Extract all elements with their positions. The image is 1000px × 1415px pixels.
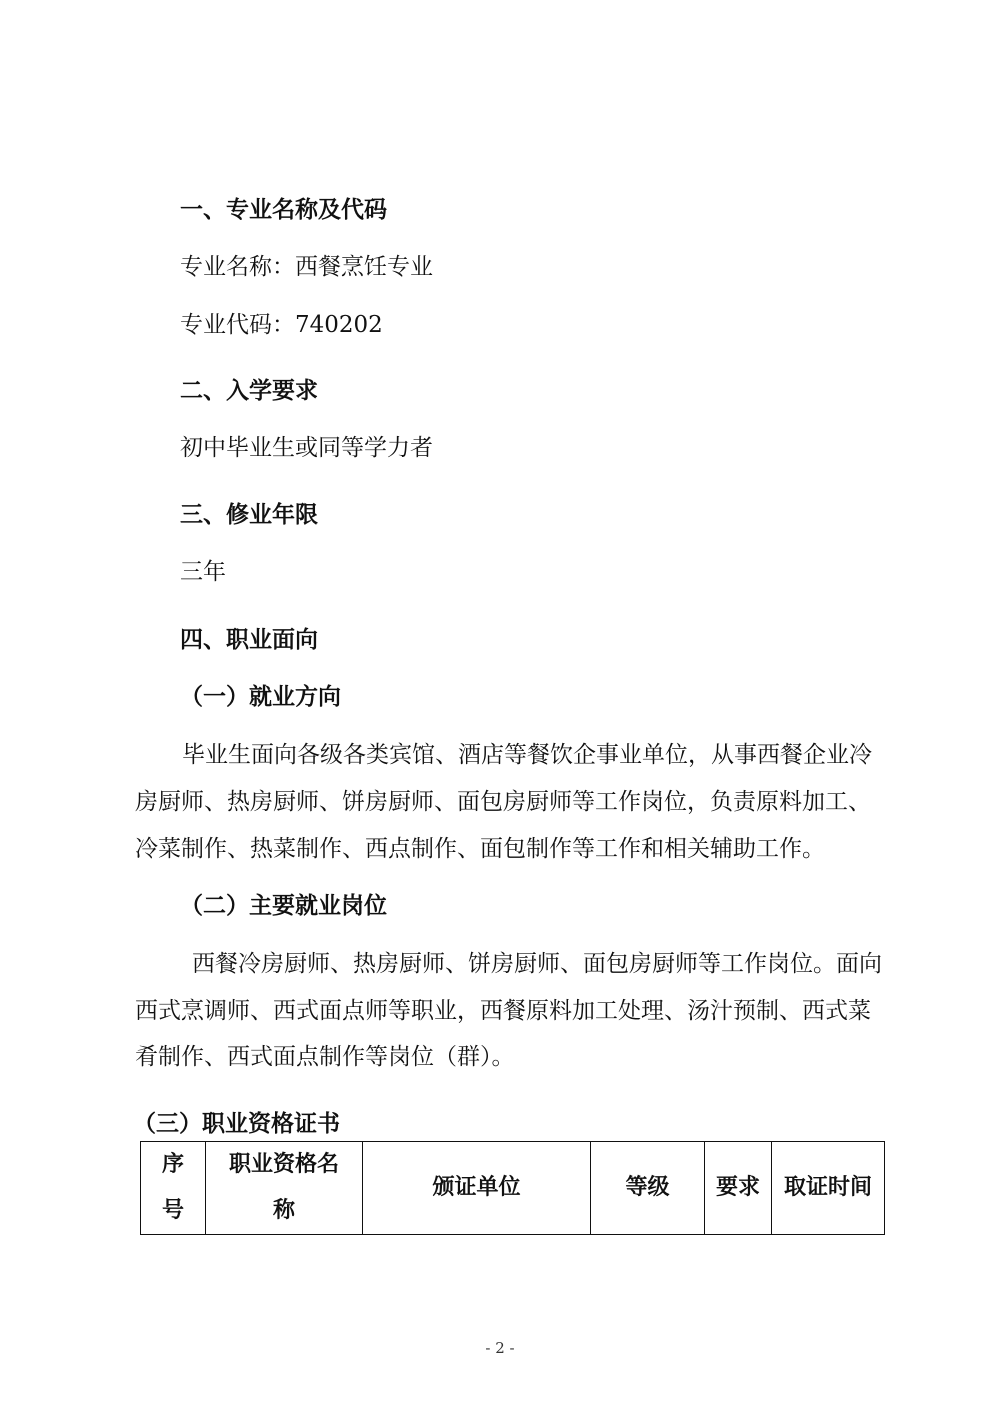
section4-heading: 四、职业面向 <box>180 627 318 653</box>
main-positions-heading: （二）主要就业岗位 <box>180 893 387 919</box>
main-positions-line-1: 西餐冷房厨师、热房厨师、饼房厨师、面包房厨师等工作岗位。面向 <box>192 951 882 977</box>
admission-requirement: 初中毕业生或同等学力者 <box>180 435 433 461</box>
header-seq: 序 号 <box>141 1142 206 1235</box>
certificates-table <box>140 1141 885 1235</box>
study-duration: 三年 <box>180 559 226 585</box>
header-cert-name: 职业资格名 称 <box>206 1142 363 1235</box>
header-requirement: 要求 <box>705 1142 772 1235</box>
main-positions-line-2: 西式烹调师、西式面点师等职业，西餐原料加工处理、汤汁预制、西式菜 <box>135 998 871 1024</box>
employment-direction-heading: （一）就业方向 <box>180 684 341 710</box>
header-issuer: 颁证单位 <box>363 1142 591 1235</box>
certificates-heading: （三）职业资格证书 <box>133 1111 340 1137</box>
section3-heading: 三、修业年限 <box>180 502 318 528</box>
header-time: 取证时间 <box>772 1142 885 1235</box>
header-level: 等级 <box>591 1142 705 1235</box>
main-positions-line-3: 肴制作、西式面点制作等岗位（群）。 <box>135 1044 515 1070</box>
major-code: 专业代码：740202 <box>180 312 383 338</box>
table-header-row <box>141 1142 885 1235</box>
major-name: 专业名称：西餐烹饪专业 <box>180 254 433 280</box>
employment-direction-line-1: 毕业生面向各级各类宾馆、酒店等餐饮企事业单位，从事西餐企业冷 <box>182 742 872 768</box>
employment-direction-line-2: 房厨师、热房厨师、饼房厨师、面包房厨师等工作岗位，负责原料加工、 <box>135 789 871 815</box>
section2-heading: 二、入学要求 <box>180 378 318 404</box>
employment-direction-line-3: 冷菜制作、热菜制作、西点制作、面包制作等工作和相关辅助工作。 <box>135 836 825 862</box>
page-number: - 2 - <box>485 1339 515 1357</box>
section1-heading: 一、专业名称及代码 <box>180 197 387 223</box>
